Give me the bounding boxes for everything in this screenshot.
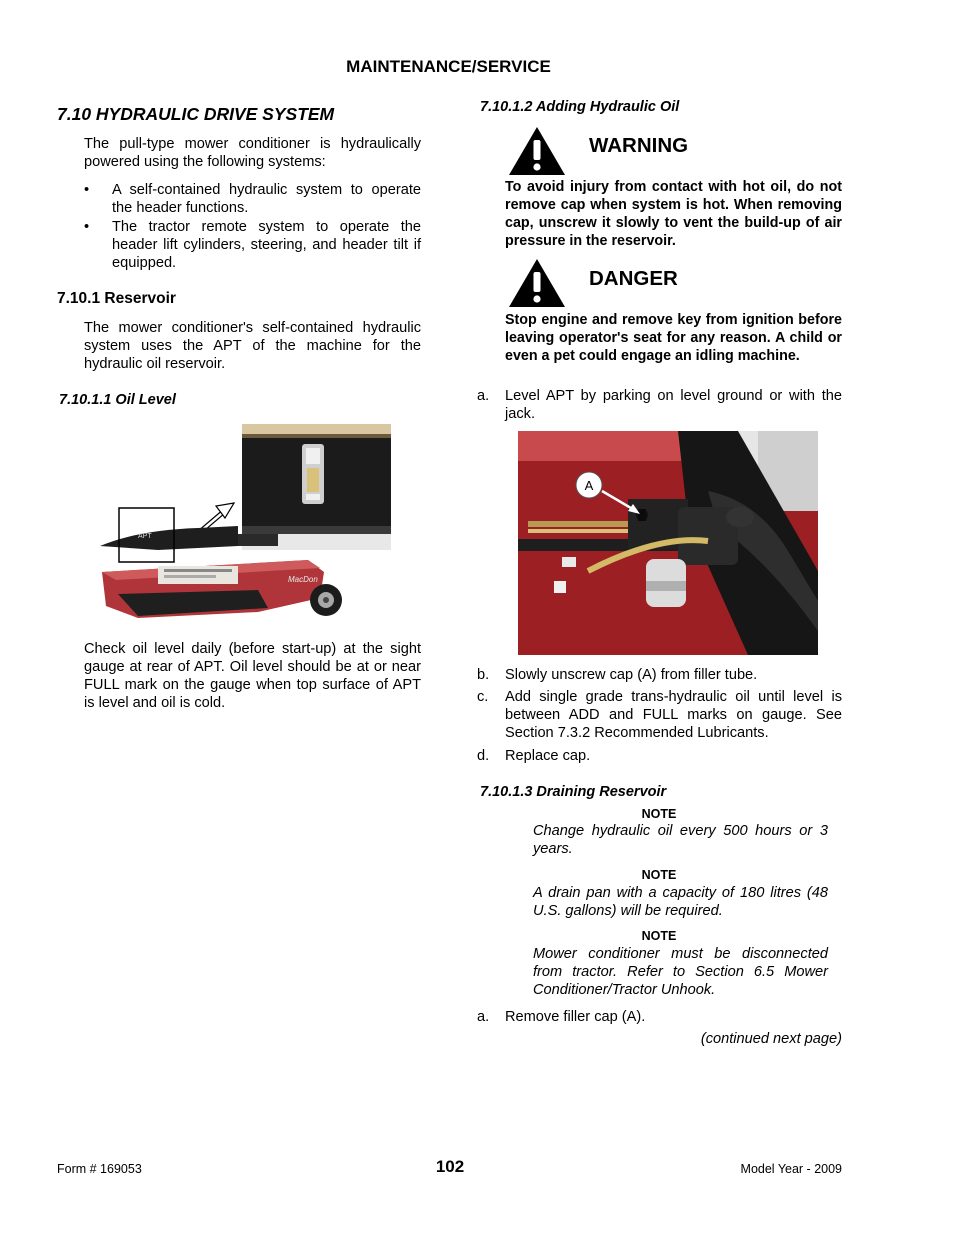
step-label: a. [477, 1009, 490, 1025]
note-label: NOTE [641, 929, 677, 943]
oil-level-heading: 7.10.1.1 Oil Level [59, 392, 176, 408]
continued-note: (continued next page) [700, 1031, 842, 1047]
apt-sight-gauge-illustration [98, 422, 394, 626]
page-header: MAINTENANCE/SERVICE [346, 57, 551, 76]
note-text: A drain pan with a capacity of 180 litres (48 U.S. gallons) will be required. [533, 885, 828, 919]
step-item [477, 747, 842, 765]
model-year: Model Year - 2009 [740, 1162, 842, 1176]
warning-title: WARNING [589, 134, 689, 157]
form-number: Form # 169053 [57, 1162, 142, 1176]
step-text: Remove filler cap (A). [505, 1009, 646, 1025]
step-label: d. [477, 748, 490, 764]
warning-icon [508, 126, 566, 176]
step-item [477, 688, 842, 742]
warning-text: To avoid injury from contact with hot oil, do not remove cap when system is hot. When removing cap, unscrew it slowly to vent the build-up of air pressure in the reservoir. [505, 179, 842, 249]
filler-cap-photo [518, 431, 818, 655]
bullet-text: A self-contained hydraulic system to operate the header functions. [112, 182, 421, 216]
bullet-item [84, 181, 421, 217]
note-label: NOTE [641, 807, 677, 821]
danger-title: DANGER [589, 267, 678, 290]
bullet-text: The tractor remote system to operate the header lift cylinders, steering, and header tilt if equipped. [112, 219, 421, 271]
step-text: Add single grade trans-hydraulic oil until level is between ADD and FULL marks on gauge. See Section 7.3.2 Recommended Lubricants. [505, 689, 842, 741]
bullet-dot: • [84, 219, 90, 235]
step-label: c. [477, 689, 489, 705]
step-text: Level APT by parking on level ground or with the jack. [505, 388, 842, 422]
callout-a-label: A [584, 478, 594, 493]
reservoir-paragraph: The mower conditioner's self-contained hydraulic system uses the APT of the machine for the hydraulic oil reservoir. [84, 320, 421, 372]
oil-level-paragraph: Check oil level daily (before start-up) at the sight gauge at rear of APT. Oil level should be at or near FULL mark on the gauge when top surface of APT is level and oil is cold. [84, 641, 421, 711]
intro-paragraph: The pull-type mower conditioner is hydraulically powered using the following systems: [84, 136, 421, 170]
oil-level-figure [98, 422, 394, 626]
reservoir-heading: 7.10.1 Reservoir [57, 290, 176, 307]
step-text: Slowly unscrew cap (A) from filler tube. [505, 667, 758, 683]
step-item [477, 666, 842, 684]
note-text: Mower conditioner must be disconnected from tractor. Refer to Section 6.5 Mower Conditioner/Tractor Unhook. [533, 946, 828, 998]
note-label: NOTE [641, 868, 677, 882]
note-text: Change hydraulic oil every 500 hours or 3 years. [533, 823, 828, 857]
step-label: a. [477, 388, 490, 404]
draining-heading: 7.10.1.3 Draining Reservoir [480, 784, 667, 800]
svg-text:MacDon: MacDon [288, 575, 318, 584]
adding-oil-heading: 7.10.1.2 Adding Hydraulic Oil [480, 99, 680, 115]
step-text: Replace cap. [505, 748, 591, 764]
danger-icon [508, 258, 566, 308]
bullet-item [84, 218, 421, 272]
step-item [477, 387, 842, 423]
section-title: 7.10 HYDRAULIC DRIVE SYSTEM [57, 104, 335, 124]
step-item [477, 1008, 842, 1026]
page-number: 102 [435, 1157, 465, 1176]
step-label: b. [477, 667, 490, 683]
danger-text: Stop engine and remove key from ignition before leaving operator's seat for any reason. A child or even a pet could engage an idling machine. [505, 312, 842, 364]
bullet-dot: • [84, 182, 90, 198]
svg-text:APT: APT [138, 533, 152, 540]
